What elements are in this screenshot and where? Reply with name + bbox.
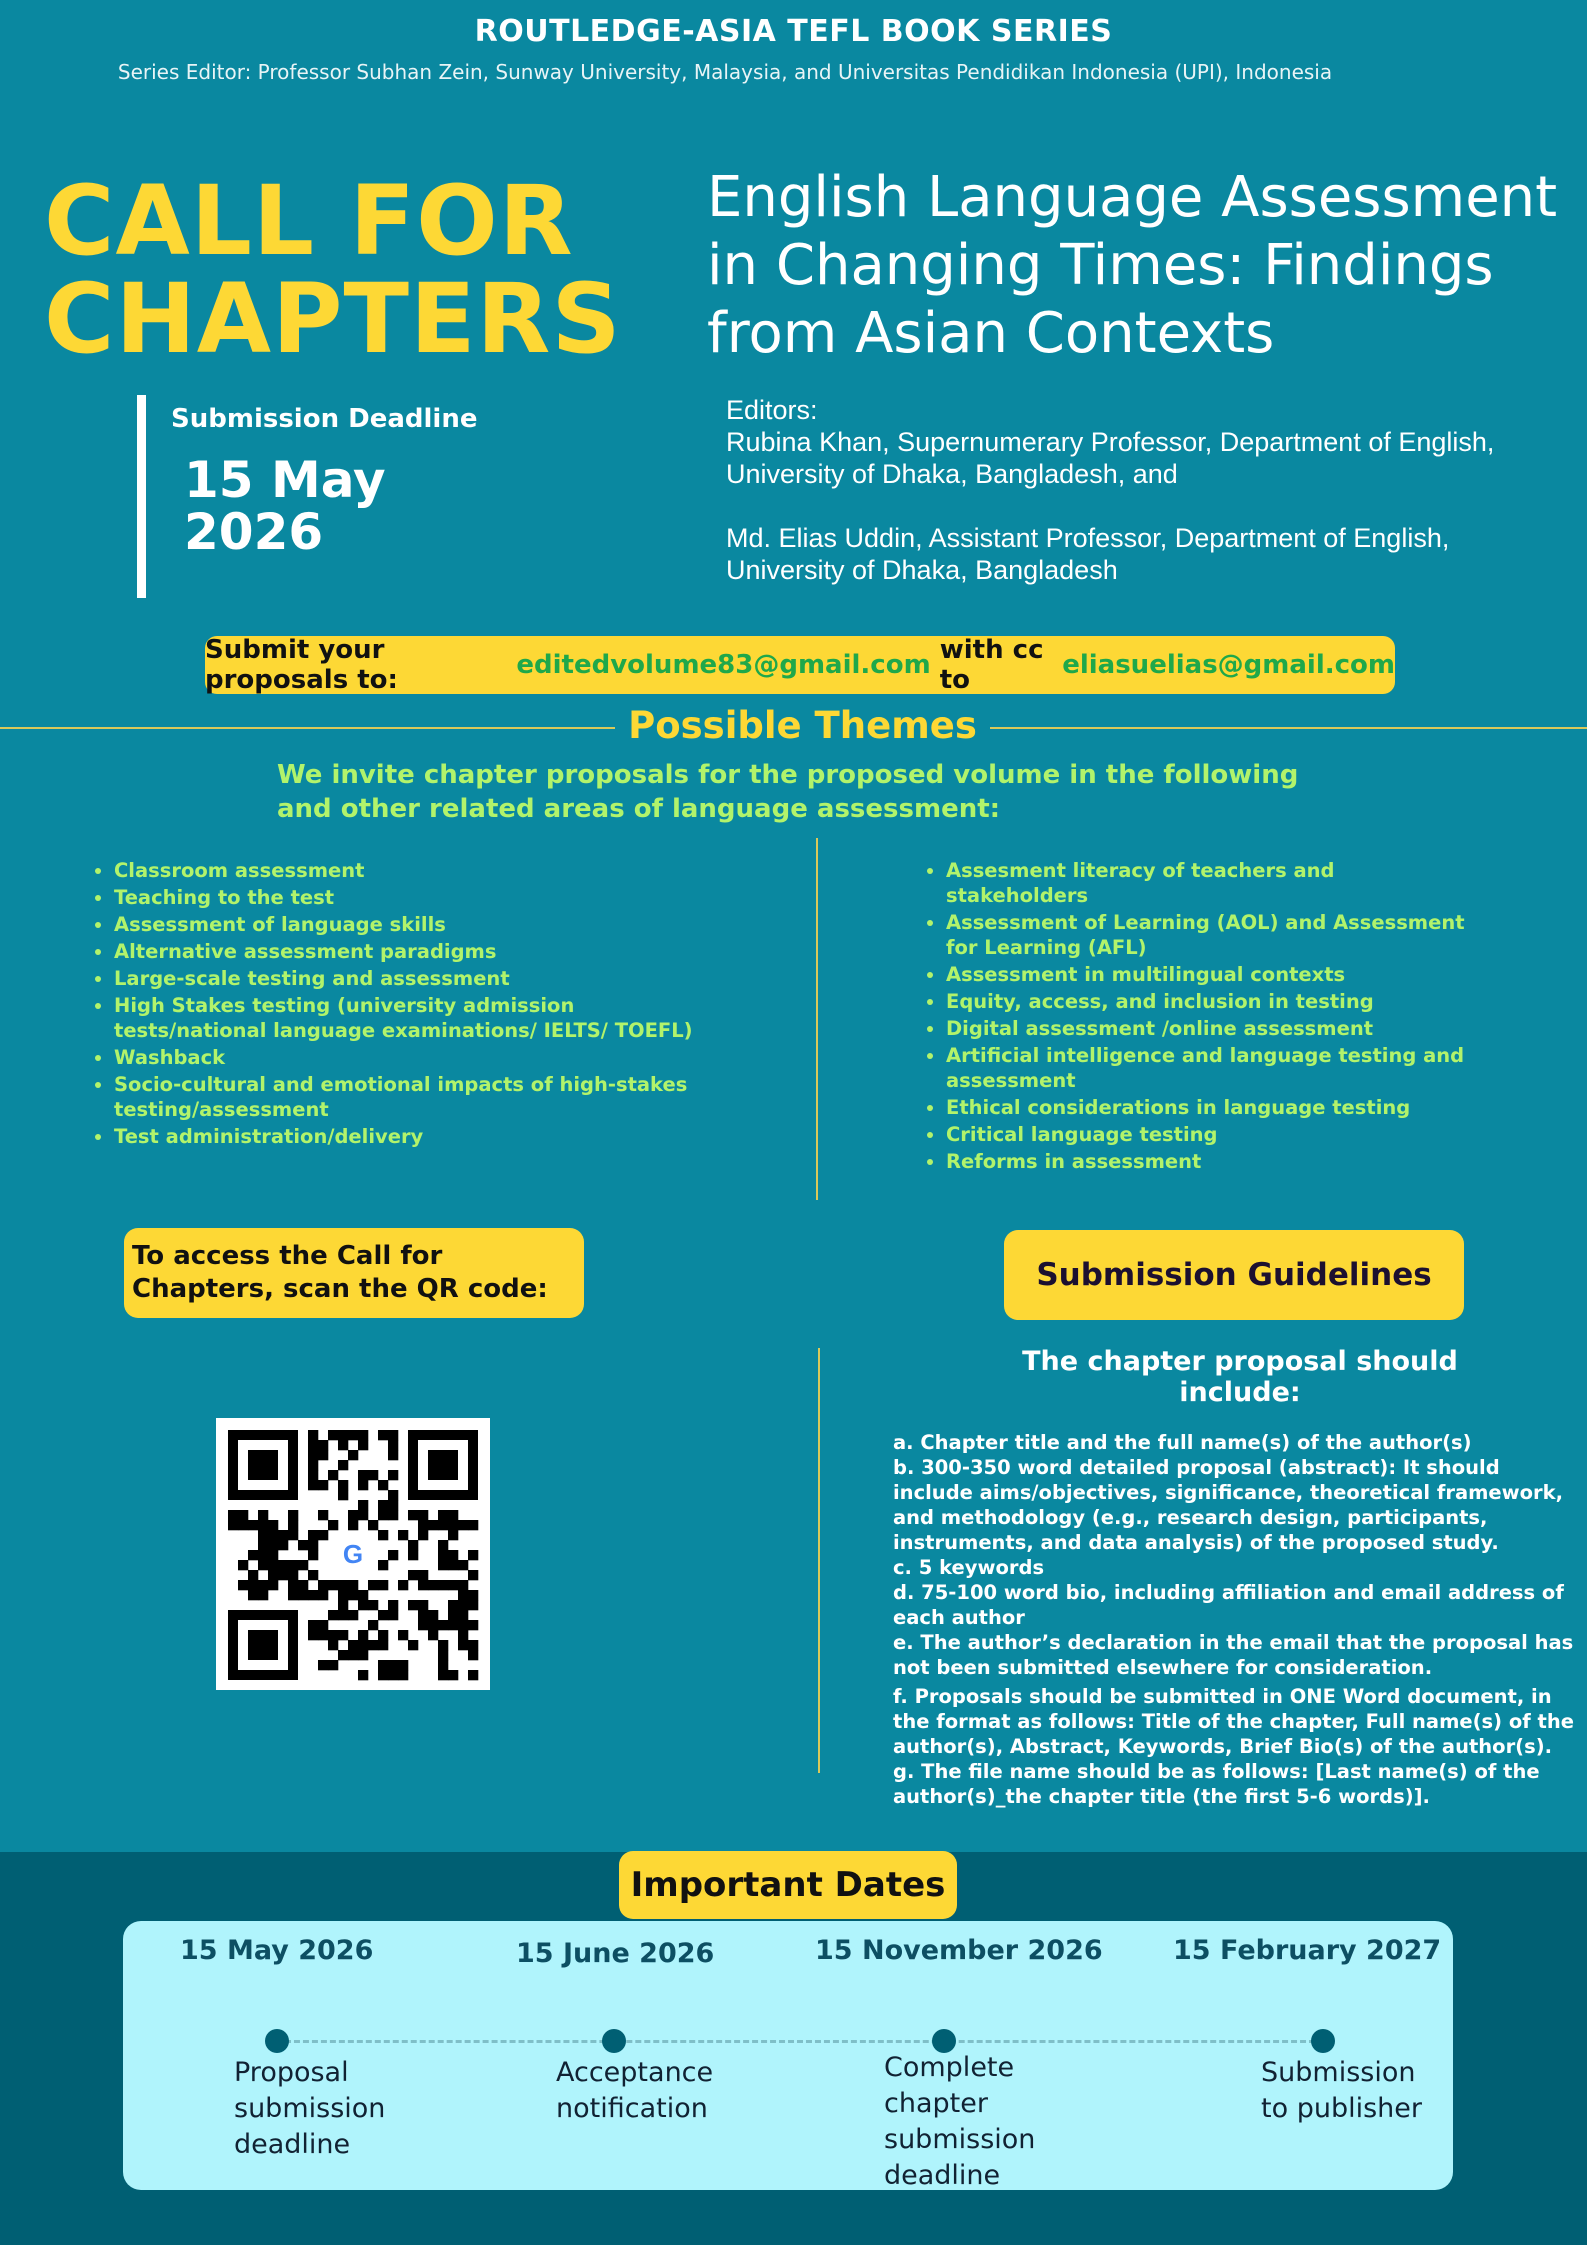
series-title: ROUTLEDGE-ASIA TEFL BOOK SERIES — [474, 14, 1113, 49]
lower-column-divider — [818, 1348, 820, 1773]
guideline-item: g. The file name should be as follows: [Last name(s) of the author(s)_the chapter title (the first 5-6 words)]. — [893, 1760, 1540, 1808]
themes-column-divider — [816, 838, 818, 1200]
themes-heading: Possible Themes — [628, 704, 977, 747]
timeline-date: 15 May 2026 — [180, 1935, 374, 1966]
qr-caption: To access the Call for Chapters, scan the QR code: — [124, 1228, 584, 1318]
timeline-event: Acceptance notification — [556, 2057, 714, 2124]
qr-code-icon[interactable] — [216, 1418, 490, 1690]
theme-item: • High Stakes testing (university admission tests/national language examinations/ IELTS/ TOEFL) — [114, 993, 728, 1043]
deadline-accent-bar — [137, 395, 146, 598]
theme-item: • Reforms in assessment — [946, 1149, 1480, 1174]
theme-item: • Socio-cultural and emotional impacts of high-stakes testing/assessment — [114, 1072, 728, 1122]
editors-block — [726, 394, 1566, 586]
theme-item: • Alternative assessment paradigms — [114, 939, 728, 964]
email-link-primary[interactable]: editedvolume83@gmail.com — [516, 650, 931, 680]
timeline-date: 15 November 2026 — [815, 1935, 1103, 1966]
editor-1: Rubina Khan, Supernumerary Professor, Department of English, University of Dhaka, Bangladesh, and — [726, 427, 1495, 489]
book-title: English Language Assessment in Changing Times: Findings from Asian Contexts — [707, 165, 1558, 366]
guidelines-subheading: The chapter proposal should include: — [1022, 1346, 1458, 1408]
timeline-dot — [265, 2029, 289, 2053]
series-editor: Series Editor: Professor Subhan Zein, Sunway University, Malaysia, and Universitas Pendidikan Indonesia (UPI), Indonesia — [117, 60, 1333, 84]
guideline-item: b. 300-350 word detailed proposal (abstract): It should include aims/objectives, significance, theoretical framework, and methodology (e.g., research design, participants, instruments, and data analysis) of the proposed study. — [893, 1456, 1564, 1554]
editors-label: Editors: — [726, 395, 818, 425]
call-line-1: CALL FOR — [44, 165, 574, 277]
theme-item: • Large-scale testing and assessment — [114, 966, 728, 991]
theme-item: • Assesment literacy of teachers and stakeholders — [946, 858, 1480, 908]
timeline-dot — [1311, 2029, 1335, 2053]
guideline-item: d. 75-100 word bio, including affiliation and email address of each author — [893, 1581, 1564, 1629]
timeline-event: Complete chapter submission deadline — [884, 2052, 1036, 2191]
deadline-date — [184, 451, 444, 561]
editor-2: Md. Elias Uddin, Assistant Professor, Department of English, University of Dhaka, Bangladesh — [726, 523, 1450, 585]
theme-item: • Assessment in multilingual contexts — [946, 962, 1480, 987]
submit-banner — [205, 636, 1395, 694]
themes-divider-left — [0, 727, 615, 729]
themes-list-right — [920, 858, 1480, 1176]
timeline-event: Proposal submission deadline — [234, 2057, 386, 2160]
theme-item: • Critical language testing — [946, 1122, 1480, 1147]
guideline-item: e. The author’s declaration in the email that the proposal has not been submitted elsewhere for consideration. — [893, 1631, 1574, 1679]
timeline-dot — [602, 2029, 626, 2053]
dates-heading: Important Dates — [619, 1851, 957, 1919]
email-link-cc[interactable]: eliasuelias@gmail.com — [1062, 650, 1395, 680]
guidelines-heading: Submission Guidelines — [1004, 1230, 1464, 1320]
themes-intro: We invite chapter proposals for the proposed volume in the following and other related areas of language assessment: — [277, 760, 1299, 824]
theme-item: • Assessment of Learning (AOL) and Assessment for Learning (AFL) — [946, 910, 1480, 960]
timeline-date: 15 June 2026 — [516, 1938, 715, 1969]
theme-item: • Equity, access, and inclusion in testing — [946, 989, 1480, 1014]
deadline-label: Submission Deadline — [171, 404, 478, 434]
deadline-date-line2: 2026 — [184, 503, 324, 561]
themes-divider-right — [990, 727, 1587, 729]
guideline-item: a. Chapter title and the full name(s) of the author(s) — [893, 1431, 1472, 1454]
qr-code-graphic — [216, 1418, 490, 1690]
themes-list-left — [88, 858, 728, 1151]
theme-item: • Teaching to the test — [114, 885, 728, 910]
svg-text:G: G — [342, 1539, 364, 1569]
theme-item: • Assessment of language skills — [114, 912, 728, 937]
guidelines-list — [893, 1430, 1583, 1809]
theme-item: • Artificial intelligence and language testing and assessment — [946, 1043, 1480, 1093]
submit-prefix: Submit your proposals to: — [205, 635, 398, 695]
guideline-item: c. 5 keywords — [893, 1556, 1045, 1579]
theme-item: • Ethical considerations in language testing — [946, 1095, 1480, 1120]
theme-item: • Digital assessment /online assessment — [946, 1016, 1480, 1041]
timeline-event: Submission to publisher — [1261, 2057, 1422, 2124]
call-line-2: CHAPTERS — [44, 263, 622, 375]
theme-item: • Washback — [114, 1045, 728, 1070]
call-for-chapters-heading — [44, 165, 622, 375]
theme-item: • Test administration/delivery — [114, 1124, 728, 1149]
theme-item: • Classroom assessment — [114, 858, 728, 883]
timeline-date: 15 February 2027 — [1173, 1935, 1442, 1966]
timeline-line — [276, 2040, 1324, 2043]
submit-cc-text: with cc to — [939, 635, 1044, 695]
guideline-item: f. Proposals should be submitted in ONE Word document, in the format as follows: Title of the chapter, Full name(s) of the author(s), Abstract, Keywords, Brief Bio(s) of the author(s). — [893, 1685, 1574, 1758]
deadline-date-line1: 15 May — [184, 451, 386, 509]
